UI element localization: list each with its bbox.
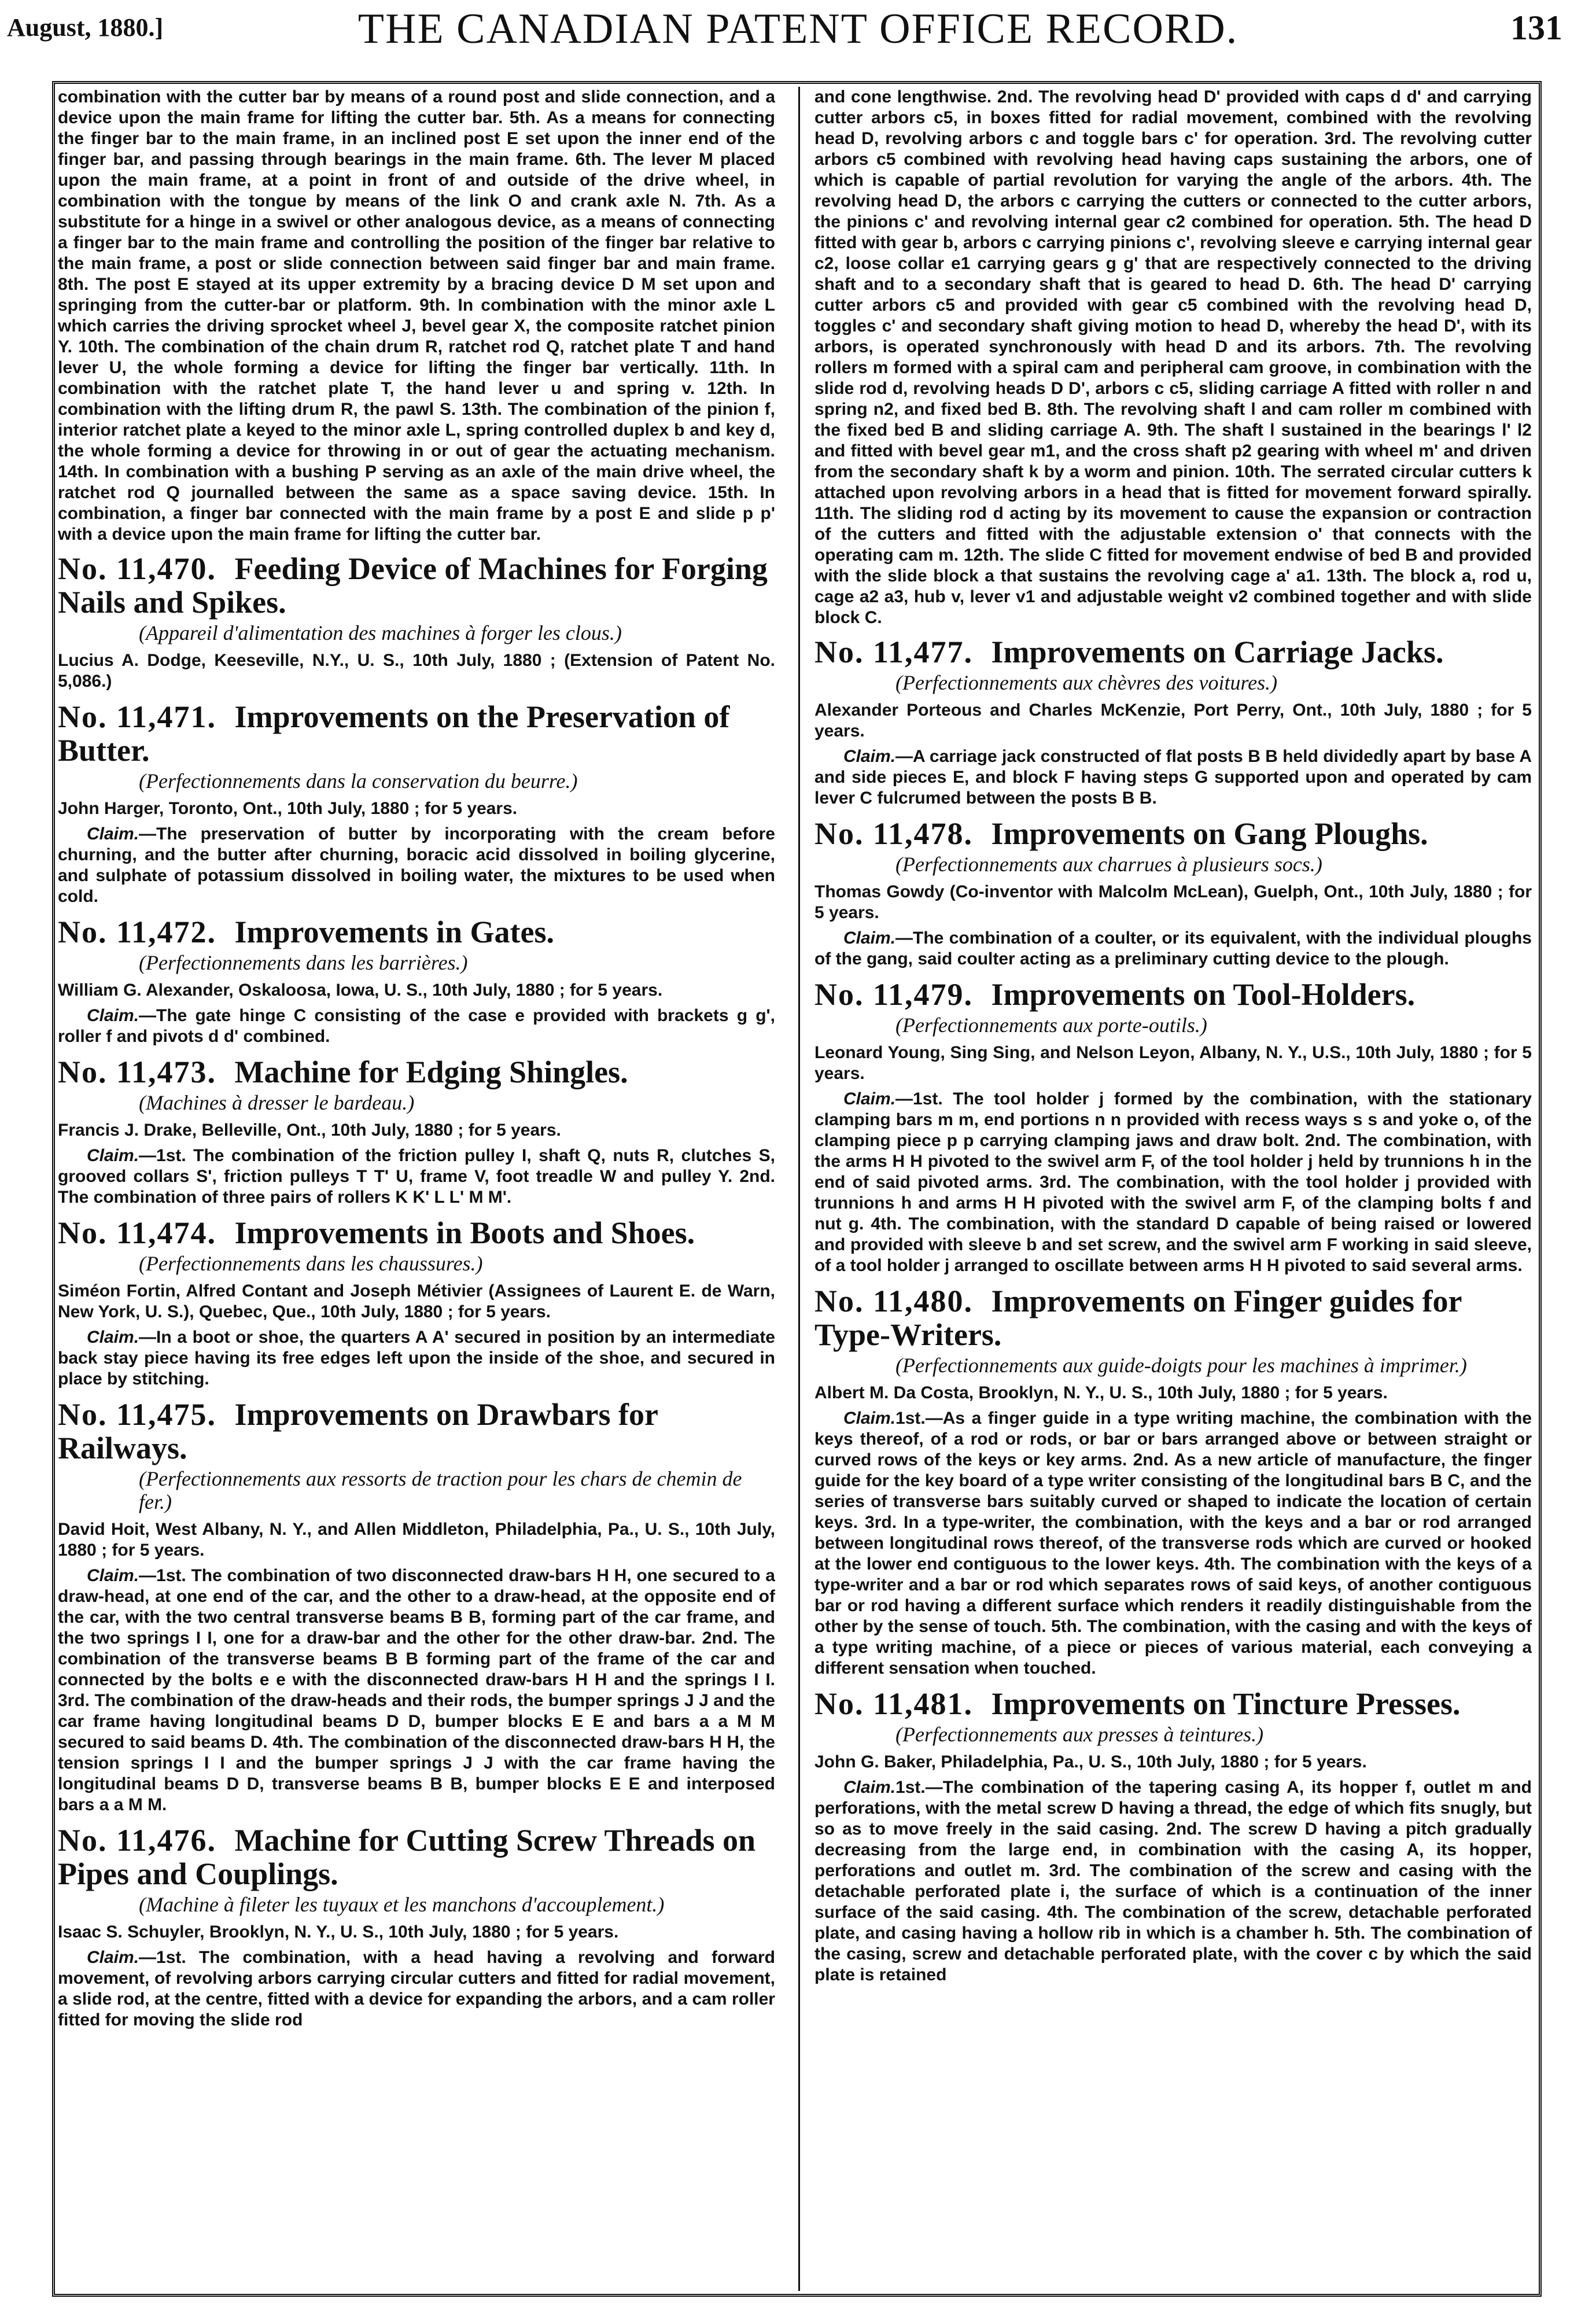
patent-list bbox=[814, 635, 1532, 1985]
claim-label: Claim. bbox=[843, 747, 896, 766]
patent-entry bbox=[58, 552, 775, 692]
claim-text: —The gate hinge C consisting of the case e provided with brackets g g', roller f and pivots d d' combined. bbox=[58, 1006, 775, 1046]
page-header bbox=[0, 0, 1596, 75]
patent-heading bbox=[58, 1216, 775, 1250]
patent-number: No. 11,474. bbox=[58, 1215, 217, 1250]
patent-list bbox=[58, 552, 775, 2031]
patent-claim bbox=[58, 1327, 775, 1390]
continued-claim: combination with the cutter bar by means of a round post and slide connection, and a device upon the main frame for lifting the cutter bar. 5th. As a means for connecting the finger bar to the main frame, in an inclined post E set upon the inner end of the finger bar, and passing through bearings in the main frame. 6th. The lever M placed upon the main frame, at a point in front of and outside of the drive wheel, in combination with the tongue by means of the link O and crank axle N. 7th. As a substitute for a hinge in a swivel or other analogous device, as a means of connecting a finger bar to the main frame and controlling the position of the finger bar relative to the main frame, a post or slide connection between said finger bar and main frame. 8th. The post E stayed at its upper extremity by a bracing device D M set upon and springing from the cutter-bar or platform. 9th. In combination with the minor axle L which carries the driving sprocket wheel J, bevel gear X, the composite ratchet pinion Y. 10th. The combination of the chain drum R, ratchet rod Q, ratchet plate T and hand lever U, the whole forming a device for lifting the finger bar vertically. 11th. In combination with the ratchet plate T, the hand lever u and spring v. 12th. In combination with the lifting drum R, the pawl S. 13th. The combination of the pinion f, interior ratchet plate a keyed to the minor axle L, spring controlled duplex b and key d, the whole forming a device for throwing in or out of gear the actuating mechanism. 14th. In combination with a bushing P serving as an axle of the main drive wheel, the ratchet rod Q journalled between the same as a space saving device. 15th. In combination, a finger bar connected with the main frame by a post E and slide p p' with a device upon the main frame for lifting the cutter bar. bbox=[58, 87, 775, 544]
patent-inventor: Isaac S. Schuyler, Brooklyn, N. Y., U. S., 10th July, 1880 ; for 5 years. bbox=[58, 1922, 619, 1942]
patent-french-title: (Perfectionnements aux ressorts de traction pour les chars de chemin de fer.) bbox=[139, 1467, 742, 1513]
patent-title: Improvements in Boots and Shoes. bbox=[234, 1215, 695, 1250]
patent-inventor: David Hoit, West Albany, N. Y., and Allen Middleton, Philadelphia, Pa., U. S., 10th July, 1880 ; for 5 years. bbox=[58, 1520, 775, 1560]
patent-french-title: (Perfectionnements aux porte-outils.) bbox=[895, 1014, 1207, 1037]
patent-entry bbox=[58, 1216, 775, 1390]
patent-entry bbox=[814, 978, 1532, 1276]
patent-title: Improvements on Tincture Presses. bbox=[991, 1686, 1461, 1721]
patent-claim bbox=[814, 1408, 1532, 1679]
patent-french-title: (Perfectionnements aux chèvres des voitures.) bbox=[895, 671, 1278, 694]
patent-number: No. 11,476. bbox=[58, 1823, 217, 1858]
patent-french-title: (Perfectionnements dans les barrières.) bbox=[139, 951, 468, 974]
claim-text: —1st. The combination of two disconnected draw-bars H H, one secured to a draw-head, at one end of the car, and the other to a draw-head, at the opposite end of the car, with the two central transverse beams B B, forming part of the car frame, and the two springs I I, one for a draw-bar and the other for the other draw-bar. 2nd. The combination of the transverse beams B B forming part of the frame of the car and connected by the bolts e e with the disconnected draw-bars H H and the springs I I. 3rd. The combination of the draw-heads and their rods, the bumper springs J J and the car frame having longitudinal beams D D, bumper blocks E E and bars a a M M secured to said beams D. 4th. The combination of the disconnected draw-bars H H, the tension springs I I and the bumper springs J J with the car frame having the longitudinal beams D D, transverse beams B B, bumper blocks E E and interposed bars a a M M. bbox=[58, 1566, 775, 1814]
patent-inventor: William G. Alexander, Oskaloosa, Iowa, U. S., 10th July, 1880 ; for 5 years. bbox=[58, 981, 663, 1000]
patent-title: Improvements on Drawbars for Railways. bbox=[58, 1397, 658, 1465]
patent-entry bbox=[814, 1687, 1532, 1985]
patent-entry bbox=[814, 635, 1532, 809]
patent-title: Machine for Edging Shingles. bbox=[234, 1055, 628, 1089]
claim-text: 1st.—The combination of the tapering casing A, its hopper f, outlet m and perforations, with the metal screw D having a thread, the edge of which fits snugly, but so as to move freely in the said casing. 2nd. The screw D having a pitch gradually decreasing from the large end, in combination with the casing A, its hopper, perforations and outlet m. 3rd. The combination of the screw and casing with the detachable perforated plate i, the surface of which is a continuation of the inner surface of the said casing. 4th. The combination of the screw, detachable perforated plate, and casing having a hollow rib in which is a chamber h. 5th. The combination of the casing, screw and detachable perforated plate, with the cover c by which the said plate is retained bbox=[814, 1778, 1532, 1984]
claim-label: Claim. bbox=[843, 929, 896, 948]
claim-text: —1st. The tool holder j formed by the combination, with the stationary clamping bars m m, end portions n n provided with recess ways s s and yoke o, of the clamping piece p p carrying clamping jaws and draw bolt. 2nd. The combination, with the arms H H pivoted to the swivel arm F, of the tool holder j held by trunnions h in the end of said pivoted arms. 3rd. The combination, with the tool holder j provided with trunnions h and arms H H pivoted with the swivel arm F, of the clamping bolts f and nut g. 4th. The combination, with the standard D capable of being raised or lowered and provided with sleeve b and set screw, and the swivel arm F working in said sleeve, of a tool holder j arranged to oscillate between arms H H pivoted to said several arms. bbox=[814, 1089, 1532, 1275]
column-divider bbox=[798, 87, 800, 2291]
patent-entry bbox=[814, 1284, 1532, 1679]
patent-heading bbox=[58, 552, 775, 619]
patent-claim bbox=[58, 1947, 775, 2031]
patent-claim bbox=[58, 1565, 775, 1815]
patent-claim bbox=[814, 746, 1532, 809]
patent-title: Feeding Device of Machines for Forging Nails and Spikes. bbox=[58, 551, 768, 620]
patent-entry bbox=[58, 700, 775, 907]
claim-text: —The preservation of butter by incorporating with the cream before churning, and the butter after churning, boracic acid dissolved in boiling glycerine, and sulphate of potassium dissolved in boiling water, the mixtures to be used when cold. bbox=[58, 824, 775, 906]
patent-entry bbox=[58, 1398, 775, 1815]
patent-heading bbox=[814, 817, 1532, 850]
left-column bbox=[58, 87, 775, 2291]
claim-label: Claim. bbox=[87, 1566, 139, 1585]
patent-inventor: Lucius A. Dodge, Keeseville, N.Y., U. S., 10th July, 1880 ; (Extension of Patent No. 5,086.) bbox=[58, 651, 775, 691]
right-column bbox=[814, 87, 1532, 2291]
patent-number: No. 11,477. bbox=[814, 635, 974, 669]
patent-entry bbox=[58, 915, 775, 1047]
patent-title: Improvements on Carriage Jacks. bbox=[991, 635, 1444, 669]
patent-inventor: John Harger, Toronto, Ont., 10th July, 1880 ; for 5 years. bbox=[58, 799, 518, 818]
patent-inventor: John G. Baker, Philadelphia, Pa., U. S., 10th July, 1880 ; for 5 years. bbox=[814, 1752, 1367, 1771]
patent-claim bbox=[814, 1089, 1532, 1276]
claim-text: —The combination of a coulter, or its equivalent, with the individual ploughs of the gang, said coulter acting as a preliminary cutting device to the plough. bbox=[814, 929, 1532, 968]
patent-claim bbox=[58, 1145, 775, 1208]
patent-claim bbox=[58, 1005, 775, 1047]
claim-label: Claim. bbox=[87, 824, 139, 843]
publication-title: THE CANADIAN PATENT OFFICE RECORD. bbox=[357, 5, 1239, 53]
patent-inventor: Siméon Fortin, Alfred Contant and Joseph Métivier (Assignees of Laurent E. de Warn, New York, U. S.), Quebec, Que., 10th July, 1880 ; for 5 years. bbox=[58, 1281, 775, 1321]
claim-text: 1st.—As a finger guide in a type writing machine, the combination with the keys thereof, of a rod or rods, or bar or bars arranged above or between straight or curved rows of the keys or key arms. 2nd. As a new article of manufacture, the finger guide for the key board of a type writer consisting of the longitudinal bars B C, and the series of transverse bars suitably curved or shaped to indicate the location of certain keys. 3rd. In a type-writer, the combination, with the keys and a bar or rod arranged between longitudinal rows thereof, of the transverse rods which are curved or hooked at the lower end contiguous to the lower keys. 4th. The combination with the keys of a type-writer and a bar or rod which separates rows of said keys, of another contiguous bar or rod having a different surface which renders it readily distinguishable from the other by the sense of touch. 5th. The combination, with the casing and with the keys of a type writing machine, of a piece or pieces of various material, each conveying a different sensation when touched. bbox=[814, 1409, 1532, 1678]
patent-inventor: Alexander Porteous and Charles McKenzie, Port Perry, Ont., 10th July, 1880 ; for 5 years. bbox=[814, 701, 1532, 741]
claim-label: Claim. bbox=[87, 1948, 139, 1967]
patent-entry bbox=[814, 817, 1532, 970]
patent-heading bbox=[58, 1055, 775, 1089]
claim-label: Claim. bbox=[843, 1778, 896, 1797]
patent-title: Improvements on Finger guides for Type-Writers. bbox=[814, 1284, 1462, 1352]
patent-heading bbox=[814, 1687, 1532, 1721]
patent-title: Improvements on the Preservation of Butter. bbox=[58, 699, 730, 768]
patent-heading bbox=[58, 915, 775, 949]
patent-title: Improvements on Tool-Holders. bbox=[991, 977, 1416, 1012]
patent-number: No. 11,473. bbox=[58, 1055, 217, 1089]
patent-heading bbox=[814, 1284, 1532, 1351]
patent-french-title: (Machines à dresser le bardeau.) bbox=[139, 1091, 415, 1114]
claim-text: —1st. The combination, with a head having a revolving and forward movement, of revolving arbors carrying circular cutters and fitted for radial movement, a slide rod, at the centre, fitted with a device for expanding the arbors, and a cam roller fitted for moving the slide rod bbox=[58, 1948, 775, 2029]
patent-claim bbox=[814, 1777, 1532, 1985]
patent-french-title: (Perfectionnements aux presses à teintures.) bbox=[895, 1723, 1264, 1746]
patent-french-title: (Appareil d'alimentation des machines à forger les clous.) bbox=[139, 621, 622, 644]
patent-french-title: (Perfectionnements aux charrues à plusieurs socs.) bbox=[895, 853, 1322, 876]
patent-heading bbox=[814, 978, 1532, 1011]
claim-text: —In a boot or shoe, the quarters A A' secured in position by an intermediate back stay piece having its free edges left upon the inside of the shoe, and secured in place by stitching. bbox=[58, 1328, 775, 1388]
patent-number: No. 11,472. bbox=[58, 915, 217, 949]
patent-inventor: Francis J. Drake, Belleville, Ont., 10th July, 1880 ; for 5 years. bbox=[58, 1121, 561, 1140]
patent-number: No. 11,479. bbox=[814, 977, 974, 1012]
patent-title: Machine for Cutting Screw Threads on Pipes and Couplings. bbox=[58, 1823, 756, 1891]
patent-inventor: Leonard Young, Sing Sing, and Nelson Leyon, Albany, N. Y., U.S., 10th July, 1880 ; for 5 years. bbox=[814, 1043, 1532, 1083]
patent-title: Improvements in Gates. bbox=[234, 915, 555, 949]
patent-number: No. 11,471. bbox=[58, 699, 217, 734]
claim-text: —A carriage jack constructed of flat posts B B held dividedly apart by base A and side pieces E, and block F having steps G supported upon and operated by cam lever C fulcrumed between the posts B B. bbox=[814, 747, 1532, 808]
patent-claim bbox=[58, 824, 775, 907]
patent-french-title: (Perfectionnements dans la conservation du beurre.) bbox=[139, 769, 578, 793]
claim-label: Claim. bbox=[87, 1146, 139, 1165]
patent-number: No. 11,478. bbox=[814, 816, 974, 851]
claim-label: Claim. bbox=[87, 1006, 139, 1025]
patent-french-title: (Machine à fileter les tuyaux et les manchons d'accouplement.) bbox=[139, 1893, 665, 1916]
patent-heading bbox=[58, 1824, 775, 1891]
claim-label: Claim. bbox=[87, 1328, 139, 1347]
patent-entry bbox=[58, 1055, 775, 1208]
patent-number: No. 11,470. bbox=[58, 551, 217, 586]
patent-heading bbox=[814, 635, 1532, 669]
patent-inventor: Thomas Gowdy (Co-inventor with Malcolm McLean), Guelph, Ont., 10th July, 1880 ; for 5 years. bbox=[814, 882, 1532, 922]
claim-text: —1st. The combination of the friction pulley I, shaft Q, nuts R, clutches S, grooved collars S', friction pulleys T T' U, frame V, foot treadle W and pulley Y. 2nd. The combination of three pairs of rollers K K' L L' M M'. bbox=[58, 1146, 775, 1207]
patent-entry bbox=[58, 1824, 775, 2031]
patent-title: Improvements on Gang Ploughs. bbox=[991, 816, 1428, 851]
patent-number: No. 11,481. bbox=[814, 1686, 974, 1721]
patent-claim bbox=[814, 928, 1532, 970]
patent-heading bbox=[58, 1398, 775, 1465]
patent-french-title: (Perfectionnements aux guide-doigts pour les machines à imprimer.) bbox=[895, 1354, 1467, 1377]
patent-number: No. 11,480. bbox=[814, 1284, 974, 1318]
patent-french-title: (Perfectionnements dans les chaussures.) bbox=[139, 1252, 483, 1275]
continued-claim: and cone lengthwise. 2nd. The revolving head D' provided with caps d d' and carrying cutter arbors c5, in boxes fitted for radial movement, combined with the revolving head D, revolving arbors c and toggle bars c' for operation. 3rd. The revolving cutter arbors c5 combined with revolving head having caps sustaining the arbors, one of which is capable of partial revolution for varying the angle of the arbors. 4th. The revolving head D, the arbors c carrying the cutters or connected to the cutter arbors, the pinions c' and revolving internal gear c2 combined for operation. 5th. The head D fitted with gear b, arbors c carrying pinions c', revolving sleeve e carrying internal gear c2, loose collar e1 carrying gears g g' that are respectively connected to the driving shaft and to a secondary shaft that is geared to head D. 6th. The head D' carrying cutter arbors c5 and provided with gear c5 combined with the revolving head D, toggles c' and secondary shaft giving motion to head D, whereby the head D', with its arbors, is operated synchronously with head D and its arbors. 7th. The revolving rollers m formed with a spiral cam and peripheral cam groove, in combination with the slide rod d, revolving heads D D', arbors c c5, sliding carriage A fitted with roller n and spring n2, and fixed bed B. 8th. The revolving shaft l and cam roller m combined with the fixed bed B and sliding carriage A. 9th. The shaft l sustained in the bearings l' l2 and fitted with bevel gear m1, and the cross shaft p2 gearing with wheel m' and driven from the secondary shaft k by a worm and pinion. 10th. The serrated circular cutters k attached upon revolving arbors in a head that is fitted for movement forward spirally. 11th. The sliding rod d acting by its movement to cause the expansion or contraction of the cutters and fitted with the adjustable extension o' that connects with the operating cam m. 12th. The slide C fitted for movement endwise of bed B and provided with the slide block a that sustains the revolving cage a' a1. 13th. The block a, rod u, cage a2 a3, hub v, lever v1 and adjustable weight v2 combined together and with slide block C. bbox=[814, 87, 1532, 627]
issue-date: August, 1880.] bbox=[7, 13, 164, 42]
page-number: 131 bbox=[1510, 9, 1562, 47]
patent-inventor: Albert M. Da Costa, Brooklyn, N. Y., U. S., 10th July, 1880 ; for 5 years. bbox=[814, 1383, 1388, 1402]
claim-label: Claim. bbox=[843, 1089, 896, 1108]
patent-number: No. 11,475. bbox=[58, 1397, 217, 1432]
claim-label: Claim. bbox=[843, 1409, 896, 1428]
patent-heading bbox=[58, 700, 775, 767]
